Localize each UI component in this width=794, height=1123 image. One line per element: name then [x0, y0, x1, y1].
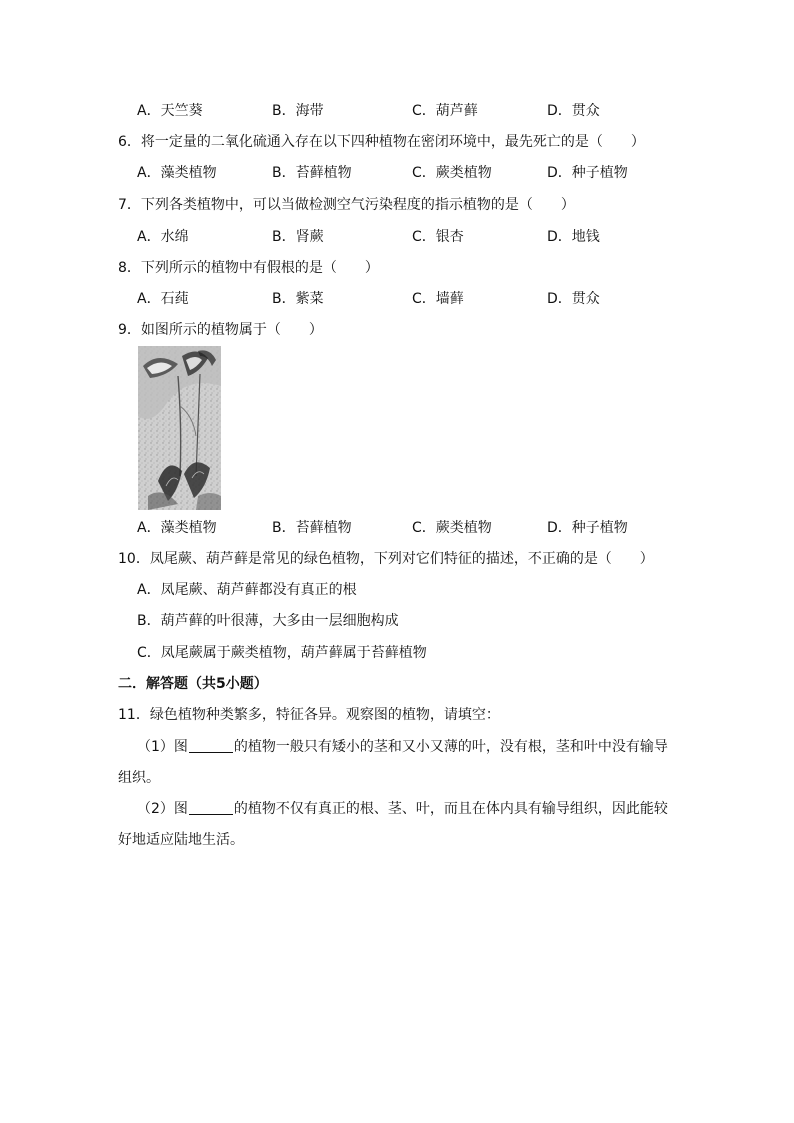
q6-option-d: D．种子植物 [547, 165, 628, 181]
q11-part2-prefix: （2）图 [137, 801, 188, 817]
q9-option-b: B．苔藓植物 [272, 520, 352, 536]
q7-option-d: D．地钱 [547, 229, 600, 245]
q10-text: 10．凤尾蕨、葫芦藓是常见的绿色植物，下列对它们特征的描述，不正确的是（ ） [118, 551, 654, 567]
q10-option-a: A．凤尾蕨、葫芦藓都没有真正的根 [137, 582, 357, 598]
q5-option-b: B．海带 [272, 103, 324, 119]
q7-option-b: B．肾蕨 [272, 229, 324, 245]
q8-option-d: D．贯众 [547, 291, 600, 307]
q11-part1-line1 [137, 737, 668, 757]
q10-option-b: B．葫芦藓的叶很薄，大多由一层细胞构成 [137, 613, 399, 629]
q8-text: 8．下列所示的植物中有假根的是（ ） [118, 260, 379, 276]
q5-option-a: A．天竺葵 [137, 103, 203, 119]
q11-part2-line2: 好地适应陆地生活。 [118, 832, 244, 848]
q6-option-c: C．蕨类植物 [412, 165, 492, 181]
plant-illustration [138, 346, 221, 510]
q9-option-a: A．藻类植物 [137, 520, 217, 536]
q11-text: 11．绿色植物种类繁多，特征各异。观察图的植物，请填空： [118, 707, 500, 723]
q10-option-c: C．凤尾蕨属于蕨类植物，葫芦藓属于苔藓植物 [137, 645, 427, 661]
section-heading: 二．解答题（共5小题） [118, 676, 268, 692]
q5-option-c: C．葫芦藓 [412, 103, 478, 119]
q7-option-a: A．水绵 [137, 229, 189, 245]
q6-option-b: B．苔藓植物 [272, 165, 352, 181]
q11-part2-body: 的植物不仅有真正的根、茎、叶，而且在体内具有输导组织，因此能较 [233, 801, 668, 817]
q11-part1-body: 的植物一般只有矮小的茎和又小又薄的叶，没有根，茎和叶中没有输导 [233, 739, 668, 755]
q11-part2-line1 [137, 799, 668, 819]
q8-option-b: B．紫菜 [272, 291, 324, 307]
q6-text: 6．将一定量的二氧化硫通入存在以下四种植物在密闭环境中，最先死亡的是（ ） [118, 134, 645, 150]
q11-part2-blank[interactable] [189, 800, 233, 815]
q9-text: 9．如图所示的植物属于（ ） [118, 322, 323, 338]
plant-photo [138, 346, 221, 510]
q9-option-c: C．蕨类植物 [412, 520, 492, 536]
q11-part1-blank[interactable] [189, 738, 233, 753]
q7-text: 7．下列各类植物中，可以当做检测空气污染程度的指示植物的是（ ） [118, 197, 575, 213]
q9-option-d: D．种子植物 [547, 520, 628, 536]
q7-option-c: C．银杏 [412, 229, 464, 245]
q5-option-d: D．贯众 [547, 103, 600, 119]
q6-option-a: A．藻类植物 [137, 165, 217, 181]
q11-part1-prefix: （1）图 [137, 739, 188, 755]
q8-option-a: A．石莼 [137, 291, 189, 307]
q11-part1-line2: 组织。 [118, 770, 160, 786]
q8-option-c: C．墙藓 [412, 291, 464, 307]
